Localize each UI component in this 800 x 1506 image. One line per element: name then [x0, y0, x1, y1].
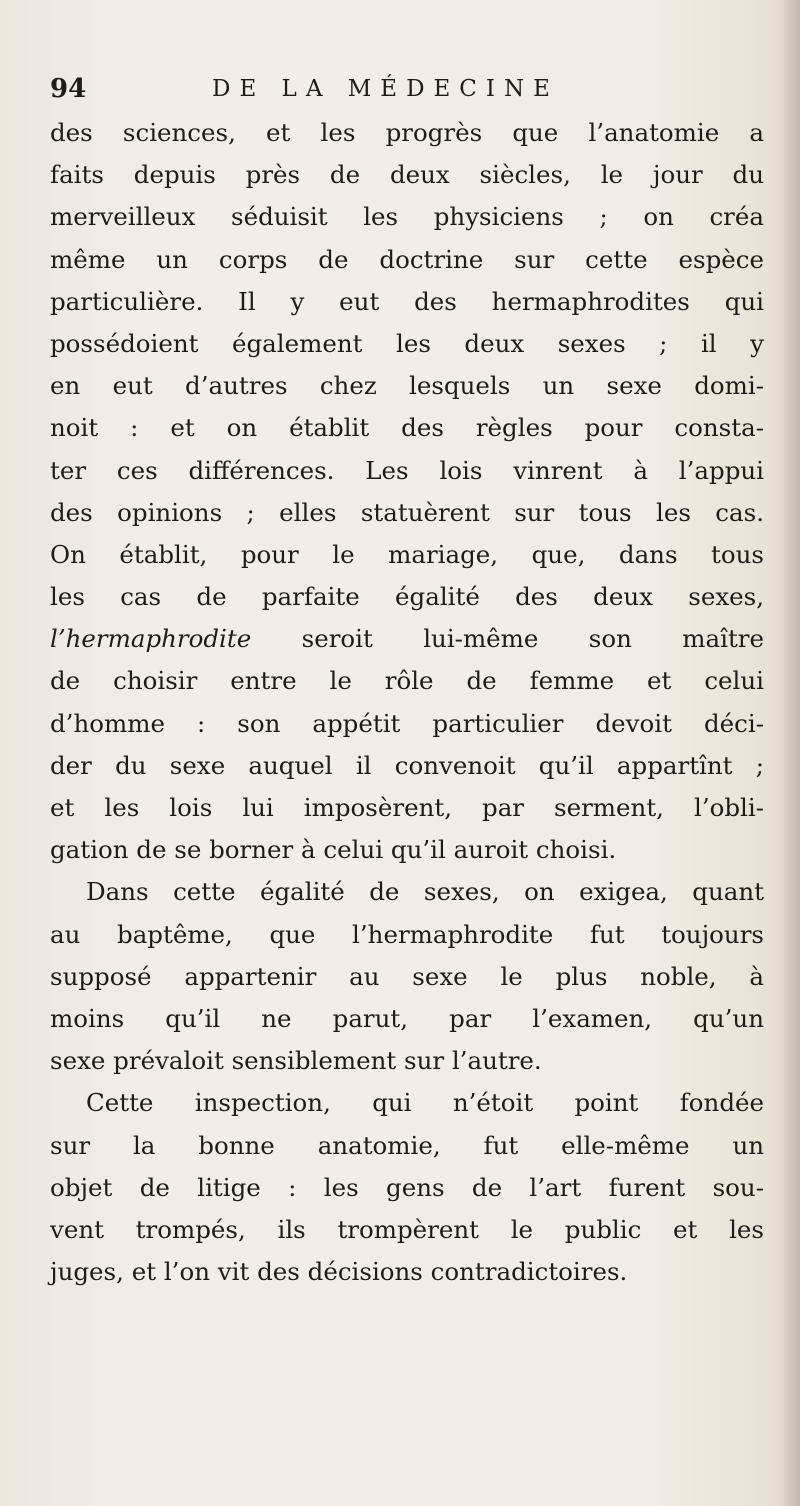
text-line — [50, 492, 764, 534]
text-line — [50, 1209, 764, 1251]
line-text: en eut d’autres chez lesquels un sexe domi- — [50, 371, 764, 401]
line-text: faits depuis près de deux siècles, le jour du — [50, 160, 764, 190]
line-text: gation de se borner à celui qu’il auroit choisi. — [50, 835, 617, 865]
line-text: sexe prévaloit sensiblement sur l’autre. — [50, 1046, 542, 1076]
text-line — [50, 914, 764, 956]
line-text: au baptême, que l’hermaphrodite fut toujours — [50, 919, 764, 949]
text-line — [50, 1167, 764, 1209]
text-line — [50, 323, 764, 365]
line-text: On établit, pour le mariage, que, dans tous — [50, 539, 764, 569]
line-text: Cette inspection, qui n’étoit point fondée — [86, 1088, 764, 1118]
text-line — [50, 154, 764, 196]
text-line — [50, 196, 764, 238]
line-text: supposé appartenir au sexe le plus noble, à — [50, 961, 764, 991]
line-text: possédoient également les deux sexes ; il y — [50, 328, 764, 358]
text-line — [50, 871, 764, 913]
text-line — [50, 618, 764, 660]
line-text: Dans cette égalité de sexes, on exigea, quant — [86, 877, 764, 907]
text-line — [50, 660, 764, 702]
line-text: même un corps de doctrine sur cette espèce — [50, 244, 764, 274]
text-line — [50, 787, 764, 829]
text-line — [50, 534, 764, 576]
text-line — [50, 112, 764, 154]
text-line — [50, 956, 764, 998]
text-line — [50, 745, 764, 787]
body-text — [50, 112, 764, 1293]
line-text: juges, et l’on vit des décisions contradictoires. — [50, 1257, 628, 1287]
text-line — [50, 1040, 764, 1082]
text-line — [50, 1125, 764, 1167]
line-text: ter ces différences. Les lois vinrent à l’appui — [50, 455, 764, 485]
running-head: DE LA MÉDECINE — [212, 76, 559, 102]
line-text: particulière. Il y eut des hermaphrodites qui — [50, 286, 764, 316]
page-header — [50, 72, 764, 112]
text-line — [50, 576, 764, 618]
text-line — [50, 829, 764, 871]
line-text: sur la bonne anatomie, fut elle-même un — [50, 1130, 764, 1160]
line-text: objet de litige : les gens de l’art furent sou- — [50, 1172, 764, 1202]
text-line — [50, 407, 764, 449]
line-text: moins qu’il ne parut, par l’examen, qu’un — [50, 1003, 764, 1033]
line-text: des sciences, et les progrès que l’anatomie a — [50, 118, 764, 147]
line-text: der du sexe auquel il convenoit qu’il appartînt ; — [50, 750, 764, 780]
text-line — [50, 1251, 764, 1293]
line-text: noit : et on établit des règles pour consta- — [50, 413, 764, 443]
line-text: vent trompés, ils trompèrent le public et les — [50, 1214, 764, 1244]
line-text: des opinions ; elles statuèrent sur tous les cas. — [50, 497, 764, 527]
page-edge-shadow — [778, 0, 800, 1506]
line-text: d’homme : son appétit particulier devoit déci- — [50, 708, 764, 738]
text-line — [50, 281, 764, 323]
line-text: seroit lui-même son maître — [251, 624, 764, 654]
line-text: merveilleux séduisit les physiciens ; on créa — [50, 202, 764, 232]
text-line — [50, 1082, 764, 1124]
text-line — [50, 450, 764, 492]
line-text: les cas de parfaite égalité des deux sexes, — [50, 582, 764, 612]
text-line — [50, 998, 764, 1040]
line-text: de choisir entre le rôle de femme et celui — [50, 666, 764, 696]
italic-term: l’hermaphrodite — [50, 624, 252, 654]
line-text: et les lois lui imposèrent, par serment, l’obli- — [50, 793, 764, 822]
text-line — [50, 239, 764, 281]
text-line — [50, 365, 764, 407]
text-line — [50, 703, 764, 745]
page-number: 94 — [50, 74, 87, 104]
